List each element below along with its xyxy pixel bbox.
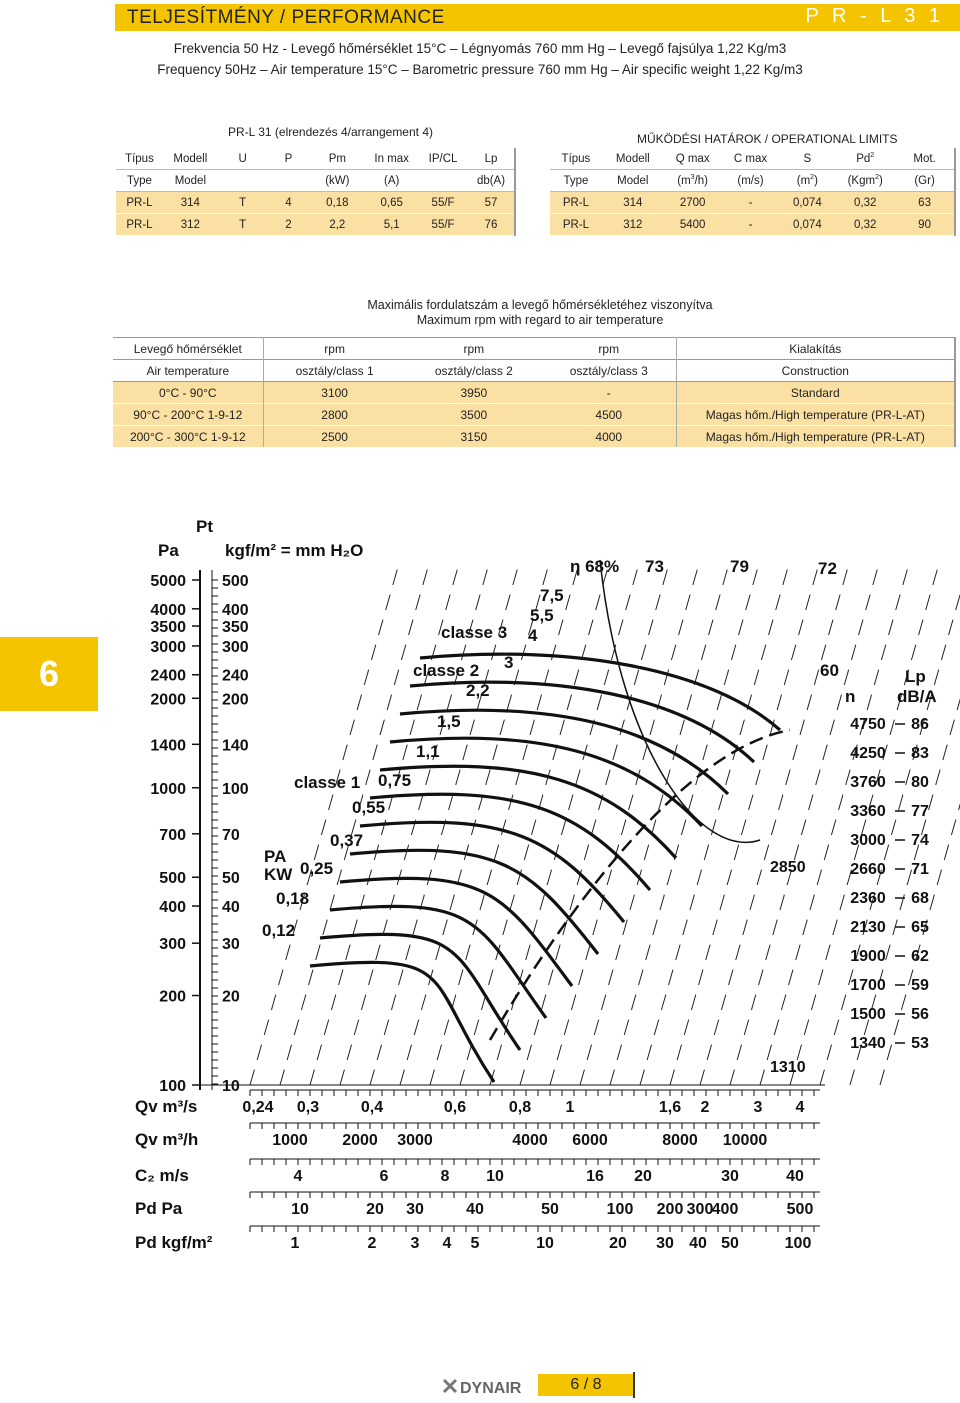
y-tick-pa: 3500 bbox=[150, 619, 186, 637]
col-unit: (A) bbox=[365, 170, 418, 192]
x-tick: 10000 bbox=[722, 1132, 768, 1149]
motor-header-row bbox=[116, 148, 515, 170]
cell: 314 bbox=[602, 192, 664, 214]
col-header: rpm bbox=[542, 338, 676, 360]
unit-text: (m bbox=[677, 174, 691, 187]
col-unit: (m/s) bbox=[722, 170, 780, 192]
col-header: Lp bbox=[468, 148, 515, 170]
rpm-extra: 2850 bbox=[770, 859, 806, 876]
col-header: osztály/class 3 bbox=[542, 360, 676, 382]
col-header: Mot. bbox=[895, 148, 955, 170]
rpm-header: n bbox=[845, 687, 856, 706]
class-label: classe 1 bbox=[294, 773, 361, 792]
x-tick: 50 bbox=[541, 1201, 559, 1218]
x-tick: 0,8 bbox=[508, 1099, 532, 1116]
chart-curves bbox=[310, 560, 790, 1082]
x-tick: 100 bbox=[606, 1201, 634, 1218]
col-header: Típus bbox=[116, 148, 163, 170]
cell: 2 bbox=[268, 214, 310, 236]
col-header: osztály/class 1 bbox=[263, 360, 406, 382]
cell: - bbox=[722, 192, 780, 214]
cell: 4500 bbox=[542, 404, 676, 426]
x-tick: 4000 bbox=[512, 1132, 548, 1149]
cell: PR-L bbox=[116, 214, 163, 236]
y-tick-pa: 1000 bbox=[150, 780, 186, 798]
y-tick-pa: 3000 bbox=[150, 638, 186, 656]
cell: - bbox=[542, 382, 676, 404]
x-tick: 30 bbox=[721, 1168, 739, 1185]
power-value: 2,2 bbox=[466, 681, 490, 700]
grid-diagonal bbox=[640, 560, 790, 1085]
fan-curve bbox=[320, 934, 520, 1050]
cell: 5,1 bbox=[365, 214, 418, 236]
x-tick: 4 bbox=[293, 1168, 303, 1185]
lp-header-unit: dB/A bbox=[897, 687, 937, 706]
cell: 0,32 bbox=[835, 192, 895, 214]
x-tick: 6 bbox=[379, 1168, 389, 1185]
cell: 90 bbox=[895, 214, 955, 236]
power-value: 1,1 bbox=[416, 742, 440, 761]
lp-value: 62 bbox=[911, 948, 929, 965]
cell: 57 bbox=[468, 192, 515, 214]
cell: Standard bbox=[676, 382, 955, 404]
fan-curve bbox=[380, 766, 676, 858]
col-header: In max bbox=[365, 148, 418, 170]
cell: T bbox=[218, 214, 268, 236]
rpm-value: 3760 bbox=[850, 774, 886, 791]
y-tick-pa: 2400 bbox=[150, 667, 186, 685]
table-row bbox=[113, 426, 955, 448]
x-axis-label: Pd Pa bbox=[135, 1199, 183, 1218]
rpm-table bbox=[113, 337, 956, 447]
x-tick: 0,4 bbox=[360, 1099, 384, 1116]
unit-text: (Kgm bbox=[847, 174, 876, 187]
motor-table bbox=[116, 148, 516, 236]
grid-diagonal bbox=[580, 560, 730, 1085]
table-row bbox=[550, 214, 955, 236]
logo-mark bbox=[444, 1380, 456, 1392]
fan-curve bbox=[410, 682, 754, 762]
cell: 55/F bbox=[418, 192, 468, 214]
cell: 76 bbox=[468, 214, 515, 236]
col-unit: db(A) bbox=[468, 170, 515, 192]
cell: 2700 bbox=[664, 192, 722, 214]
fan-curve bbox=[370, 794, 650, 890]
efficiency-label: 72 bbox=[818, 559, 837, 578]
x-tick: 6000 bbox=[572, 1132, 608, 1149]
y-tick-pa: 1400 bbox=[150, 737, 186, 755]
cell: 4000 bbox=[542, 426, 676, 448]
unit-text: (m bbox=[796, 174, 811, 187]
grid-diagonal bbox=[670, 560, 820, 1085]
col-unit: Type bbox=[116, 170, 163, 192]
y-tick-pa: 700 bbox=[159, 826, 186, 844]
x-tick: 500 bbox=[786, 1201, 814, 1218]
lp-value: 83 bbox=[911, 745, 929, 762]
unit-tail: ) bbox=[814, 174, 818, 187]
col-unit: Type bbox=[550, 170, 602, 192]
rpm-value: 1700 bbox=[850, 977, 886, 994]
cell: 0,32 bbox=[835, 214, 895, 236]
col-header: Típus bbox=[550, 148, 602, 170]
lp-value: 56 bbox=[911, 1006, 929, 1023]
y-axis-label-pa: Pa bbox=[158, 541, 179, 560]
cell: 312 bbox=[163, 214, 218, 236]
lp-value: 68 bbox=[911, 890, 929, 907]
power-value: 0,18 bbox=[276, 889, 310, 908]
cell: 0,65 bbox=[365, 192, 418, 214]
x-tick: 40 bbox=[786, 1168, 804, 1185]
x-tick: 200 bbox=[656, 1201, 684, 1218]
x-tick: 16 bbox=[586, 1168, 604, 1185]
col-header: Pm bbox=[309, 148, 365, 170]
motor-unit-row bbox=[116, 170, 515, 192]
x-tick: 10 bbox=[536, 1235, 554, 1252]
y-tick-kgf: 350 bbox=[222, 619, 249, 637]
cell: 200°C - 300°C 1-9-12 bbox=[113, 426, 263, 448]
x-tick: 1,6 bbox=[658, 1099, 682, 1116]
pd-label: Pd bbox=[856, 152, 871, 165]
rpm-value: 3360 bbox=[850, 803, 886, 820]
x-tick: 2 bbox=[367, 1235, 377, 1252]
x-tick: 10 bbox=[486, 1168, 504, 1185]
efficiency-label: 60 bbox=[820, 661, 839, 680]
rpm-caption-en: Maximum rpm with regard to air temperature bbox=[416, 313, 664, 327]
power-value: 0,12 bbox=[262, 921, 296, 940]
y-tick-pa: 300 bbox=[159, 936, 186, 954]
x-tick: 0,3 bbox=[296, 1099, 320, 1116]
lp-value: 71 bbox=[911, 861, 929, 878]
power-value: 0,75 bbox=[378, 771, 412, 790]
class-label: classe 3 bbox=[441, 623, 508, 642]
rpm-caption-hu: Maximális fordulatszám a levegő hőmérsékletéhez viszonyítva bbox=[367, 298, 713, 312]
col-unit bbox=[664, 170, 722, 192]
chart-title: Pt bbox=[196, 517, 213, 536]
performance-chart bbox=[0, 500, 960, 1270]
rpm-extra: 1310 bbox=[770, 1059, 806, 1076]
rpm-header-row bbox=[113, 338, 955, 360]
x-tick: 8000 bbox=[662, 1132, 698, 1149]
fan-curve bbox=[350, 850, 598, 954]
x-axis-label: C₂ m/s bbox=[135, 1166, 189, 1185]
cell: 4 bbox=[268, 192, 310, 214]
cell: 2,2 bbox=[309, 214, 365, 236]
y-tick-pa: 500 bbox=[159, 870, 186, 888]
x-axis-label: Qv m³/h bbox=[135, 1130, 199, 1149]
rpm-value: 2130 bbox=[850, 919, 886, 936]
rpm-value: 1500 bbox=[850, 1006, 886, 1023]
efficiency-label: η 68% bbox=[570, 557, 620, 576]
cell: PR-L bbox=[550, 192, 602, 214]
logo-text: DYNAIR bbox=[460, 1380, 522, 1397]
y-tick-kgf: 10 bbox=[222, 1078, 240, 1095]
conditions-en: Frequency 50Hz – Air temperature 15°C – Barometric pressure 760 mm Hg – Air specific weight 1,22 Kg/m3 bbox=[157, 62, 803, 77]
cell: 63 bbox=[895, 192, 955, 214]
table-row bbox=[116, 214, 515, 236]
header-rule bbox=[115, 30, 960, 31]
fan-curve bbox=[340, 878, 572, 986]
lp-value: 53 bbox=[911, 1035, 929, 1052]
power-value: 4 bbox=[528, 626, 538, 645]
unit-sup: 2 bbox=[875, 174, 879, 182]
x-tick: 30 bbox=[406, 1201, 424, 1218]
x-tick: 4 bbox=[795, 1099, 805, 1116]
y-tick-kgf: 240 bbox=[222, 667, 249, 685]
limits-table-caption: MŰKÖDÉSI HATÁROK / OPERATIONAL LIMITS bbox=[637, 132, 898, 146]
rpm-value: 4750 bbox=[850, 716, 886, 733]
x-tick: 3 bbox=[410, 1235, 420, 1252]
cell: PR-L bbox=[550, 214, 602, 236]
lp-value: 77 bbox=[911, 803, 929, 820]
dynair-logo bbox=[442, 1374, 538, 1398]
rpm-value: 1900 bbox=[850, 948, 886, 965]
conditions-hu: Frekvencia 50 Hz - Levegő hőmérséklet 15°C – Légnyomás 760 mm Hg – Levegő fajsúlya 1,22 Kg/m3 bbox=[173, 41, 787, 56]
y-tick-pa: 2000 bbox=[150, 691, 186, 709]
x-tick: 5 bbox=[470, 1235, 480, 1252]
cell: 2500 bbox=[263, 426, 406, 448]
table-row bbox=[550, 192, 955, 214]
col-header: rpm bbox=[406, 338, 542, 360]
power-value: 0,37 bbox=[330, 831, 364, 850]
motor-table-caption: PR-L 31 (elrendezés 4/arrangement 4) bbox=[228, 125, 433, 139]
x-tick: 1 bbox=[565, 1099, 575, 1116]
page-title: TELJESÍTMÉNY / PERFORMANCE bbox=[127, 7, 445, 28]
lp-value: 59 bbox=[911, 977, 929, 994]
cell: 3500 bbox=[406, 404, 542, 426]
y-tick-kgf: 500 bbox=[222, 573, 249, 590]
y-tick-kgf: 40 bbox=[222, 899, 240, 917]
cell: 314 bbox=[163, 192, 218, 214]
rpm-value: 2660 bbox=[850, 861, 886, 878]
footer-divider bbox=[633, 1372, 635, 1398]
col-unit bbox=[835, 170, 895, 192]
y-tick-kgf: 30 bbox=[222, 936, 240, 954]
x-tick: 50 bbox=[721, 1235, 739, 1252]
x-tick: 8 bbox=[440, 1168, 450, 1185]
table-row bbox=[116, 192, 515, 214]
lp-value: 86 bbox=[911, 716, 929, 733]
power-value: 1,5 bbox=[437, 712, 461, 731]
y-tick-kgf: 70 bbox=[222, 826, 240, 844]
efficiency-label: 79 bbox=[730, 557, 749, 576]
y-tick-kgf: 200 bbox=[222, 691, 249, 709]
y-tick-kgf: 100 bbox=[222, 780, 249, 798]
col-header bbox=[835, 148, 895, 170]
cell: 90°C - 200°C 1-9-12 bbox=[113, 404, 263, 426]
grid-diagonal bbox=[250, 560, 400, 1085]
rpm-value: 4250 bbox=[850, 745, 886, 762]
grid-diagonal bbox=[490, 560, 640, 1085]
footer-logo bbox=[442, 1374, 538, 1398]
col-header: C max bbox=[722, 148, 780, 170]
product-code: P R - L 3 1 bbox=[805, 5, 944, 27]
y-tick-pa: 5000 bbox=[150, 573, 186, 590]
cell: 0°C - 90°C bbox=[113, 382, 263, 404]
x-axis-label: Pd kgf/m² bbox=[135, 1233, 213, 1252]
grid-diagonal bbox=[700, 560, 850, 1085]
cell: 0,18 bbox=[309, 192, 365, 214]
lp-value: 65 bbox=[911, 919, 929, 936]
x-tick: 3000 bbox=[397, 1132, 433, 1149]
fan-curve bbox=[310, 962, 494, 1082]
col-header: Modell bbox=[163, 148, 218, 170]
col-header: Levegő hőmérséklet bbox=[113, 338, 263, 360]
cell: T bbox=[218, 192, 268, 214]
power-label: PA bbox=[264, 847, 287, 866]
x-tick: 100 bbox=[784, 1235, 812, 1252]
col-header: osztály/class 2 bbox=[406, 360, 542, 382]
y-tick-kgf: 140 bbox=[222, 737, 249, 755]
col-header: P bbox=[268, 148, 310, 170]
efficiency-label: 73 bbox=[645, 557, 664, 576]
col-header: Q max bbox=[664, 148, 722, 170]
header-bar bbox=[115, 4, 960, 30]
lp-value: 80 bbox=[911, 774, 929, 791]
power-value: 5,5 bbox=[530, 606, 554, 625]
limits-table bbox=[550, 148, 956, 236]
power-value: 3 bbox=[504, 653, 514, 672]
col-unit bbox=[218, 170, 268, 192]
lp-header: Lp bbox=[905, 667, 926, 686]
x-tick: 0,6 bbox=[443, 1099, 467, 1116]
col-unit: Model bbox=[163, 170, 218, 192]
col-unit bbox=[418, 170, 468, 192]
x-tick: 1 bbox=[290, 1235, 300, 1252]
grid-diagonal bbox=[760, 560, 910, 1085]
x-tick: 30 bbox=[656, 1235, 674, 1252]
y-tick-kgf: 300 bbox=[222, 638, 249, 656]
col-header: S bbox=[779, 148, 835, 170]
table-row bbox=[113, 382, 955, 404]
x-tick: 40 bbox=[466, 1201, 484, 1218]
x-tick: 4 bbox=[442, 1235, 452, 1252]
x-tick: 2 bbox=[700, 1099, 710, 1116]
x-tick: 3 bbox=[753, 1099, 763, 1116]
unit-tail: /h) bbox=[694, 174, 709, 187]
rpm-value: 1340 bbox=[850, 1035, 886, 1052]
col-header: Construction bbox=[676, 360, 955, 382]
cell: 3150 bbox=[406, 426, 542, 448]
pd-sup: 2 bbox=[870, 152, 875, 160]
lp-value: 74 bbox=[911, 832, 929, 849]
unit-sup: 3 bbox=[690, 174, 695, 182]
x-tick: 10 bbox=[291, 1201, 309, 1218]
cell: Magas hőm./High temperature (PR-L-AT) bbox=[676, 426, 955, 448]
cell: 0,074 bbox=[779, 192, 835, 214]
unit-tail: ) bbox=[878, 174, 883, 187]
col-unit: (kW) bbox=[309, 170, 365, 192]
y-tick-pa: 200 bbox=[159, 988, 186, 1006]
class-label: classe 2 bbox=[413, 661, 480, 680]
x-tick: 20 bbox=[634, 1168, 652, 1185]
unit-sup: 2 bbox=[810, 174, 815, 182]
col-header: U bbox=[218, 148, 268, 170]
y-tick-kgf: 50 bbox=[222, 870, 240, 888]
col-header: Air temperature bbox=[113, 360, 263, 382]
power-value: 0,25 bbox=[300, 859, 334, 878]
power-label-2: KW bbox=[264, 865, 293, 884]
col-header: Kialakítás bbox=[676, 338, 955, 360]
x-tick: 1000 bbox=[272, 1132, 308, 1149]
limits-unit-row bbox=[550, 170, 955, 192]
x-tick: 40 bbox=[689, 1235, 707, 1252]
grid-diagonal bbox=[610, 560, 760, 1085]
table-row bbox=[113, 404, 955, 426]
rpm-subheader-row bbox=[113, 360, 955, 382]
col-unit: (Gr) bbox=[895, 170, 955, 192]
col-unit bbox=[779, 170, 835, 192]
cell: 2800 bbox=[263, 404, 406, 426]
cell: Magas hőm./High temperature (PR-L-AT) bbox=[676, 404, 955, 426]
x-tick: 0,24 bbox=[242, 1099, 274, 1116]
cell: 0,074 bbox=[779, 214, 835, 236]
y-tick-pa: 400 bbox=[159, 899, 186, 917]
col-header: IP/CL bbox=[418, 148, 468, 170]
grid-diagonal bbox=[820, 560, 960, 1085]
rpm-value: 2360 bbox=[850, 890, 886, 907]
page-number: 6 / 8 bbox=[538, 1374, 634, 1396]
cell: 5400 bbox=[664, 214, 722, 236]
rpm-value: 3000 bbox=[850, 832, 886, 849]
cell: 3100 bbox=[263, 382, 406, 404]
cell: - bbox=[722, 214, 780, 236]
power-value: 7,5 bbox=[540, 586, 564, 605]
y-tick-pa: 4000 bbox=[150, 601, 186, 619]
cell: PR-L bbox=[116, 192, 163, 214]
y-tick-pa: 100 bbox=[159, 1078, 186, 1095]
cell: 312 bbox=[602, 214, 664, 236]
x-tick: 300 bbox=[686, 1201, 714, 1218]
power-value: 0,55 bbox=[352, 798, 386, 817]
x-tick: 2000 bbox=[342, 1132, 378, 1149]
x-tick: 400 bbox=[711, 1201, 739, 1218]
section-number: 6 bbox=[38, 653, 60, 694]
y-tick-kgf: 20 bbox=[222, 988, 240, 1006]
cell: 55/F bbox=[418, 214, 468, 236]
y-axis-label-kgf: kgf/m² = mm H₂O bbox=[225, 541, 364, 560]
y-tick-kgf: 400 bbox=[222, 601, 249, 619]
col-unit bbox=[268, 170, 310, 192]
limits-header-row bbox=[550, 148, 955, 170]
x-tick: 20 bbox=[609, 1235, 627, 1252]
col-unit: Model bbox=[602, 170, 664, 192]
x-tick: 20 bbox=[366, 1201, 384, 1218]
cell: 3950 bbox=[406, 382, 542, 404]
x-axis-label: Qv m³/s bbox=[135, 1097, 198, 1116]
col-header: rpm bbox=[263, 338, 406, 360]
grid-diagonal bbox=[520, 560, 670, 1085]
col-header: Modell bbox=[602, 148, 664, 170]
